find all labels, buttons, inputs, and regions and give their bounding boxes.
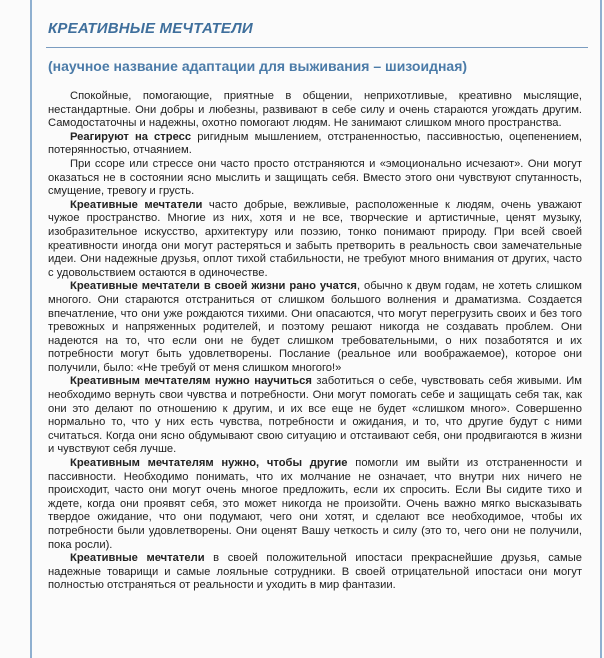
- paragraph: При ссоре или стрессе они часто просто отстраняются и «эмоционально исчезают». Они могут оказаться не в состоянии ясно мыслить и защищать себя. Вместо этого они чувствуют спутанность, смущение, тревогу и грусть.: [48, 157, 582, 198]
- paragraph: Креативные мечтатели часто добрые, вежливые, расположенные к людям, очень уважают чужое пространство. Многие из них, хотя и не все, творческие и артистичные, ценят музыку, изобразительное искусство, архитектуру или поэзию, тонко понимают природу. При всей своей креативности иногда они могут растеряться и забыть претворить в реальность свои замечательные идеи. Они надежные друзья, оплот тихой стабильности, не требуют много внимания от других, часто с удовольствием остаются в одиночестве.: [48, 198, 582, 279]
- paragraph: Креативным мечтателям нужно научиться заботиться о себе, чувствовать себя живыми. Им необходимо вернуть свои чувства и потребности. Они могут помогать себе и защищать себя так, как они это делают по отношению к другим, и их все еще не будет «слишком много». Совершенно нормально то, что у них есть чувства, потребности и ожидания, и то, что другие будут с ними считаться. Когда они ясно обдумывают свою ситуацию и отстаивают себя, они продвигаются в жизни и чувствуют себя лучше.: [48, 375, 582, 456]
- paragraph: Креативные мечтатели в своей положительной ипостаси прекраснейшие друзья, самые надежные товарищи и самые лояльные сотрудники. В своей отрицательной ипостаси они могут полностью отстраняться от реальности и уходить в мир фантазии.: [48, 552, 582, 592]
- paragraph: Спокойные, помогающие, приятные в общении, неприхотливые, креативно мыслящие, нестандартные. Они добры и любезны, развивают в себе силу и очень стараются угождать другим. Самодостаточны и надежны, охотно помогают людям. Не занимают слишком много пространства.: [48, 90, 582, 130]
- paragraph: Реагируют на стресс ригидным мышлением, отстраненностью, пассивностью, оцепенением, потерянностью, отчаянием.: [48, 130, 582, 157]
- page-title: КРЕАТИВНЫЕ МЕЧТАТЕЛИ: [48, 20, 253, 37]
- left-border-line: [30, 0, 32, 658]
- paragraph: Креативным мечтателям нужно, чтобы другие помогли им выйти из отстраненности и пассивности. Необходимо понимать, что их молчание не означает, что внутри них ничего не происходит, часто они могут очень многое предложить, если их спросить. Если Вы сидите тихо и ждете, когда они проявят себя, это может никогда не произойти. Очень важно мягко высказывать твердое ожидание, что они подумают, чего они хотят, и сделают все необходимое, чтобы их потребности были удовлетворены. Они оценят Вашу четкость и силу (это то, чего они не получили, пока росли).: [48, 457, 582, 551]
- paragraph: Креативные мечтатели в своей жизни рано учатся, обычно к двум годам, не хотеть слишком многого. Они стараются отстраниться от слишком большого волнения и драматизма. Создается впечатление, что они уже рождаются тихими. Они опасаются, что могут перегрузить своих и без того тревожных и напряженных родителей, и поэтому решают никогда не создавать проблем. Они надеются на то, что если они не будет слишком требовательными, о них позаботятся и их потребности могут быть удовлетворены. Послание (реальное или воображаемое), которое они получили, было: «Не требуй от меня слишком многого!»: [48, 280, 582, 374]
- title-divider: [46, 47, 588, 48]
- page-subtitle: (научное название адаптации для выживания – шизоидная): [48, 58, 468, 74]
- right-border-line: [600, 0, 602, 658]
- body-text: [48, 90, 582, 593]
